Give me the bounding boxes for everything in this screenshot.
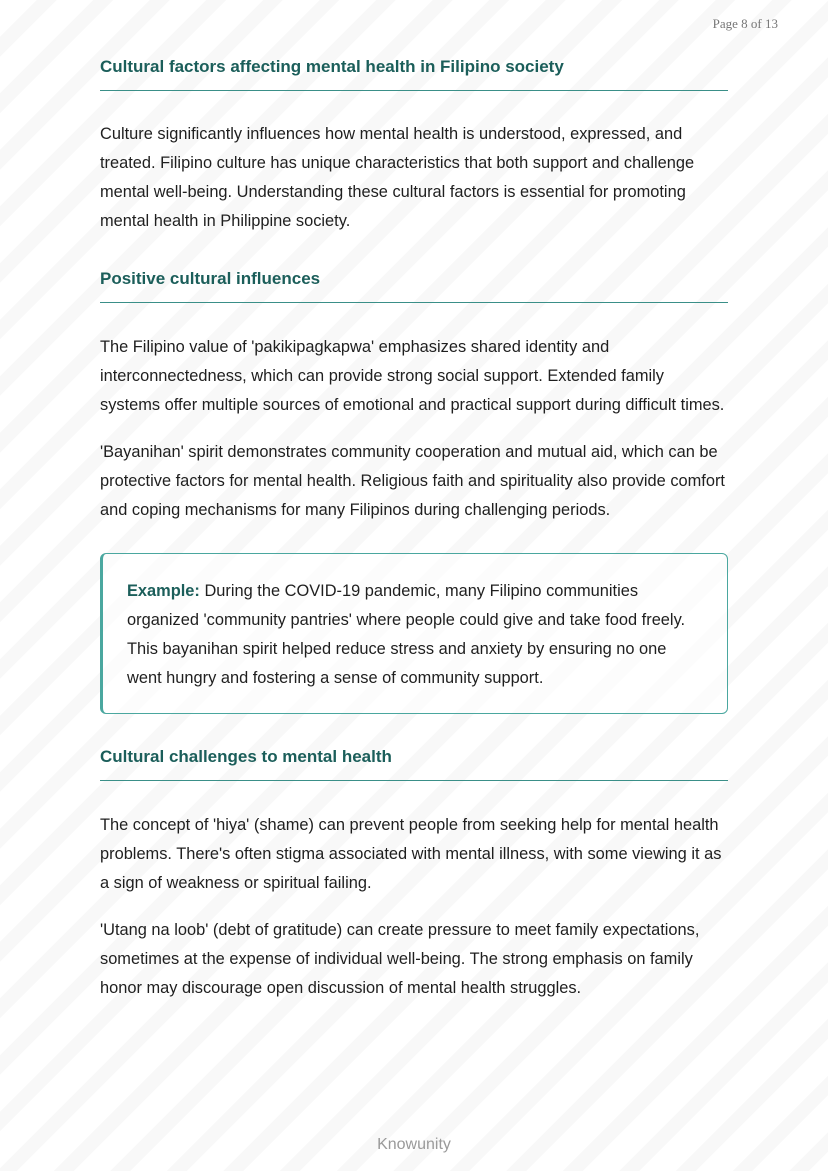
section-heading-cultural-factors: Cultural factors affecting mental health in Filipino society	[100, 54, 728, 91]
intro-paragraph: Culture significantly influences how mental health is understood, expressed, and treated. Filipino culture has unique characteristics that both support and challenge mental well-being. Understanding these cultural factors is essential for promoting mental health in Philippine society.	[100, 125, 695, 230]
pakikipagkapwa-paragraph: The Filipino value of 'pakikipagkapwa' emphasizes shared identity and interconnectedness, which can provide strong social support. Extended family systems offer multiple sources of emotional and practical support during difficult times.	[100, 338, 725, 414]
section-heading-positive-influences: Positive cultural influences	[100, 266, 728, 303]
section-heading-cultural-challenges: Cultural challenges to mental health	[100, 744, 728, 781]
example-label: Example:	[127, 582, 200, 600]
page-number: Page 8 of 13	[712, 16, 778, 31]
bayanihan-paragraph: 'Bayanihan' spirit demonstrates community cooperation and mutual aid, which can be protective factors for mental health. Religious faith and spirituality also provide comfort and coping mechanisms for many Filipinos during challenging periods.	[100, 443, 725, 519]
example-callout	[100, 553, 728, 714]
example-text	[127, 577, 703, 693]
utang-na-loob-paragraph: 'Utang na loob' (debt of gratitude) can create pressure to meet family expectations, sometimes at the expense of individual well-being. The strong emphasis on family honor may discourage open discussion of mental health struggles.	[100, 921, 700, 997]
hiya-paragraph: The concept of 'hiya' (shame) can prevent people from seeking help for mental health problems. There's often stigma associated with mental illness, with some viewing it as a sign of weakness or spiritual failing.	[100, 816, 722, 892]
example-body: During the COVID-19 pandemic, many Filipino communities organized 'community pantries' where people could give and take food freely. This bayanihan spirit helped reduce stress and anxiety by ensuring no one went hungry and fostering a sense of community support.	[127, 582, 686, 687]
footer-brand: Knowunity	[377, 1136, 451, 1153]
document-body	[100, 50, 728, 1003]
